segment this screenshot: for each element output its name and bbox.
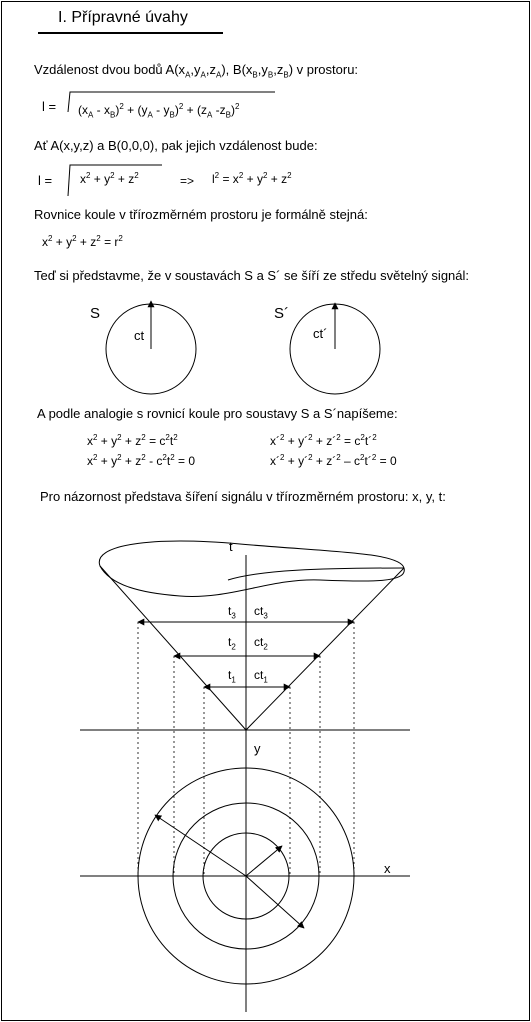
sphere-heading: Rovnice koule v třírozměrném prostoru je formálně stejná: bbox=[34, 207, 368, 222]
distance-heading: Vzdálenost dvou bodů $A(x_A,y_A,z_A)$, $B(x_B,y_B,z_B)$ v prostoru: bbox=[34, 62, 359, 80]
ct2-label: $ct_2$ bbox=[254, 635, 268, 652]
cone-inner-curve bbox=[228, 568, 404, 580]
ct1-label: $ct_1$ bbox=[254, 668, 268, 685]
radical-sign-1 bbox=[68, 92, 275, 112]
system-s-prime-label: S´ bbox=[274, 305, 289, 322]
origin-result: $l^2 = x^2 + y^2 + z^2$ bbox=[212, 171, 292, 186]
distance-formula-lhs: l = bbox=[42, 99, 57, 114]
radius-arrow-2 bbox=[246, 876, 304, 928]
axis-x-label: x bbox=[384, 861, 391, 876]
equation-s-prime-1: x´$^2$ + y´$^2$ + z´$^2$ = $c^2t´^2$ bbox=[270, 433, 377, 448]
cone-right-side bbox=[246, 568, 404, 730]
origin-formula: $x^2 + y^2 + z^2$ bbox=[80, 171, 139, 186]
ct-label: ct bbox=[134, 328, 145, 343]
t3-label: $t_3$ bbox=[228, 604, 236, 621]
t2-label: $t_2$ bbox=[228, 635, 236, 652]
radius-arrow-3 bbox=[155, 815, 246, 876]
origin-heading: Ať A(x,y,z) a B(0,0,0), pak jejich vzdálenost bude: bbox=[34, 138, 318, 153]
equation-s-prime-2: x´$^2$ + y´$^2$ + z´$^2$ – $c^2t´^2 = 0$ bbox=[270, 453, 397, 468]
axis-y-label: y bbox=[254, 741, 261, 756]
origin-formula-lhs: l = bbox=[38, 173, 53, 188]
system-s-label: S bbox=[90, 305, 101, 322]
cone-top-curve bbox=[99, 541, 404, 596]
equation-s-1: $x^2 + y^2 + z^2 = c^2t^2$ bbox=[87, 433, 178, 448]
ct3-label: $ct_3$ bbox=[254, 604, 268, 621]
sphere-formula: $x^2 + y^2 + z^2 = r^2$ bbox=[42, 234, 123, 249]
ct-prime-label: ct´ bbox=[313, 326, 328, 341]
axis-t-label: t bbox=[229, 539, 233, 554]
signal-heading: Teď si představme, že v soustavách S a S´ se šíří ze středu světelný signál: bbox=[34, 268, 470, 283]
equation-s-2: $x^2 + y^2 + z^2 - c^2t^2 = 0$ bbox=[87, 453, 196, 468]
page-title: I. Přípravné úvahy bbox=[58, 9, 188, 26]
spacetime-heading: Pro názornost představa šíření signálu v třírozměrném prostoru: x, y, t: bbox=[40, 489, 446, 504]
radical-sign-2 bbox=[68, 165, 162, 196]
radius-arrow-1 bbox=[246, 846, 282, 876]
cone-left-side bbox=[100, 566, 246, 730]
t1-label: $t_1$ bbox=[228, 668, 236, 685]
analogy-heading: A podle analogie s rovnicí koule pro soustavy S a S´napíšeme: bbox=[37, 406, 398, 421]
implies-arrow: => bbox=[180, 174, 195, 188]
distance-formula: $(x_A - x_B)^2 + (y_A - y_B)^2 + (z_A$ $-z_B)^2$ bbox=[78, 102, 240, 120]
